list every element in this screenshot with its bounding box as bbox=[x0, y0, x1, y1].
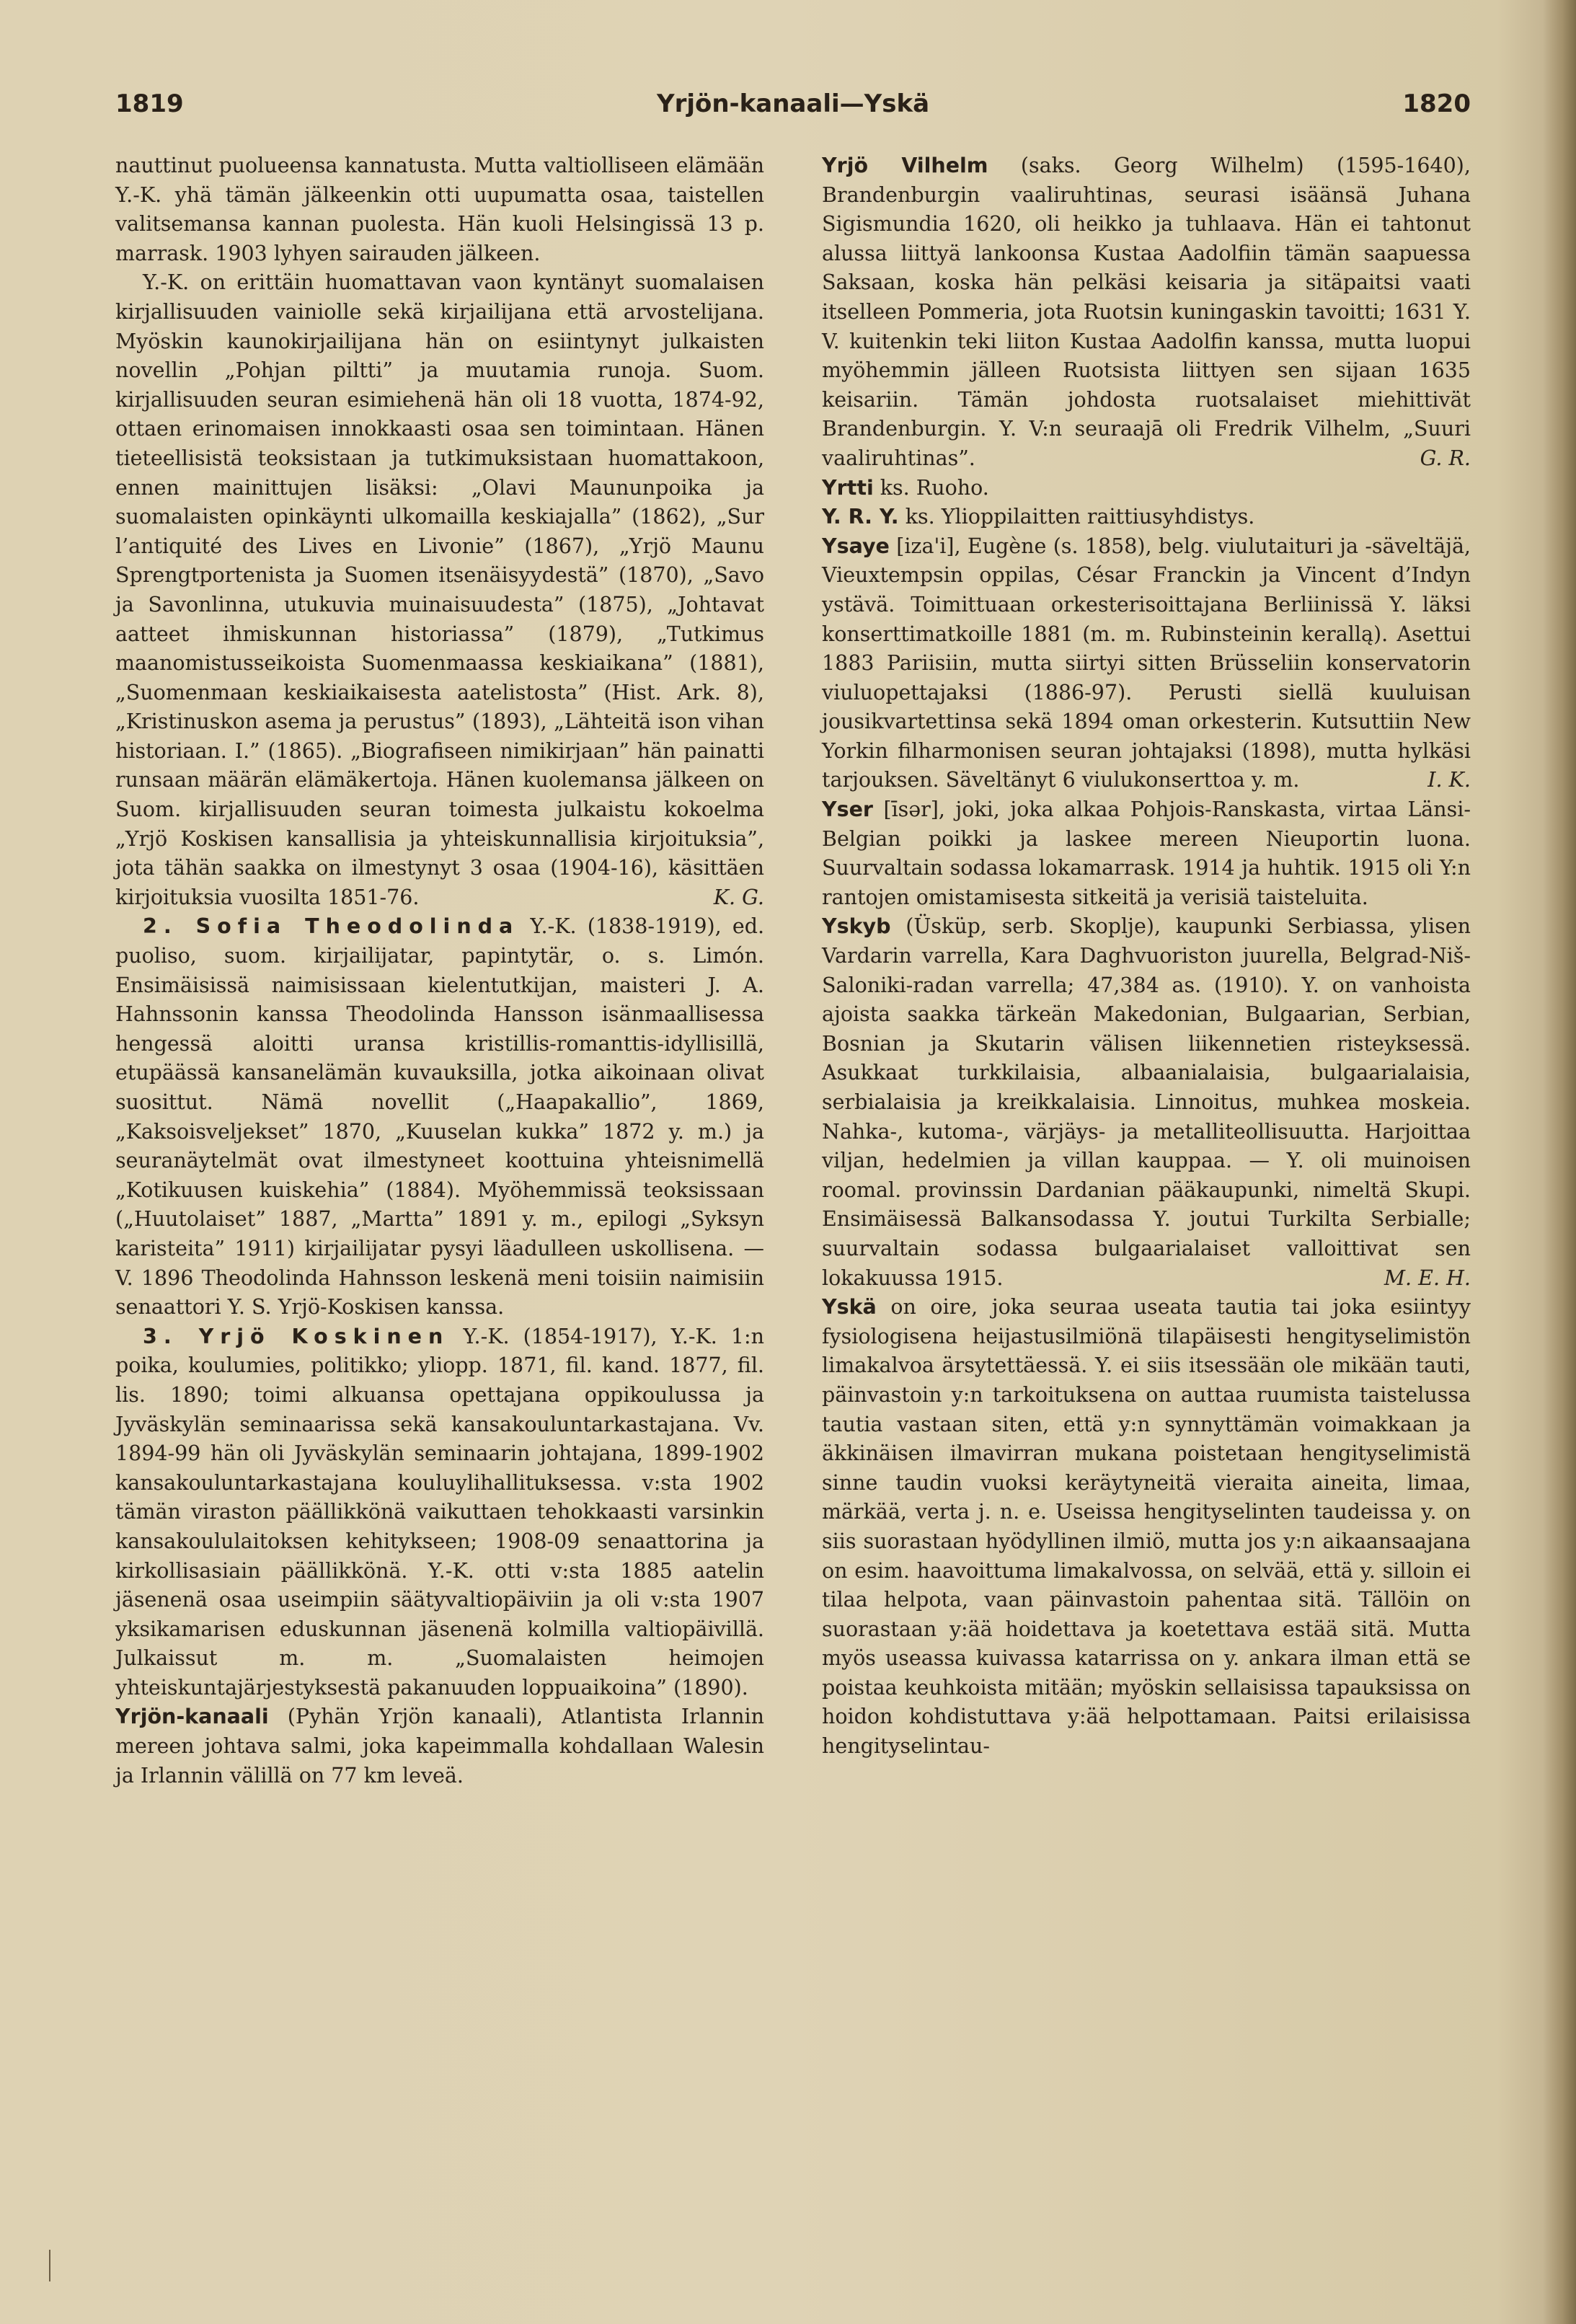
entry-headword: Ysaye bbox=[822, 534, 890, 558]
author-signature: I. K. bbox=[1427, 768, 1471, 792]
running-header bbox=[115, 89, 1471, 133]
entry-text: on oire, joka seuraa useata tautia tai joka esiintyy fysiologisena heijastusilmiönä tilapäisesti hengityselimistön limakalvoa ärsytettäessä. Y. ei siis itsessään ole mikään tauti, päinvastoin y:n tarkoituksena on auttaa ruumista taistelussa tautia vastaan siten, että y:n synnyttämän voimakkaan ja äkkinäisen ilmavirran mukana poistetaan hengityselimistä sinne taudin vuoksi keräytyneitä vieraita aineita, limaa, märkää, verta j. n. e. Useissa hengityselinten taudeissa y. on siis suorastaan hyödyllinen ilmiö, mutta jos y:n aikaansaajana on esim. haavoittuma limakalvossa, on selvää, että y. silloin ei tilaa helpota, vaan päinvastoin pahentaa sitä. Tällöin on suorastaan y:ää hoidettava ja koetettava estää sitä. Mutta myös useassa kuivassa katarrissa on y. ankara ilman että se poistaa keuhkoista mitään; myöskin sellaisissa tapauksissa on hoidon kohdistuttava y:ää helpottamaan. Paitsi erilaisissa hengityselintau- bbox=[822, 1295, 1471, 1759]
entry-text: ks. Ruoho. bbox=[873, 475, 989, 500]
entry-text: [iza'i], Eugène (s. 1858), belg. viulutaituri ja -säveltäjä, Vieuxtempsin oppilas, César Franckin ja Vincent d’Indyn ystävä. Toimittuaan orkesterisoittajana Berliinissä Y. läksi konserttimatkoille 1881 (m. m. Rubinsteinin kerallą). Asettui 1883 Pariisiin, mutta siirtyi sitten Brüsseliin konservatorin viuluopettajaksi (1886-97). Perusti siellä kuuluisan jousikvartettinsa sekä 1894 oman orkesterin. Kutsuttiin New Yorkin filharmonisen seuran johtajaksi (1898), mutta hylkäsi tarjouksen. Säveltänyt 6 viulukonserttoa y. m. bbox=[822, 534, 1471, 792]
article-paragraph bbox=[115, 912, 764, 1322]
entry-headword: Y. R. Y. bbox=[822, 505, 899, 529]
encyclopedia-entry bbox=[822, 503, 1471, 532]
page-number-left: 1819 bbox=[115, 89, 184, 118]
entry-text: (saks. Georg Wilhelm) (1595-1640), Brandenburgin vaaliruhtinas, seurasi isäänsä Juhana Sigismundia 1620, oli heikko ja tuhlaava. Hän ei tahtonut alussa liittyä lankoonsa Kustaa Aadolfiin tämän saapuessa Saksaan, koska hän pelkäsi keisaria ja sitäpaitsi vaati itselleen Pommeria, jota Ruotsin kuningaskin tavoitti; 1631 Y. V. kuitenkin teki liiton Kustaa Aadolfin kanssa, mutta luopui myöhemmin jälleen Ruotsista liittyen sen sijaan 1635 keisariin. Tämän johdosta ruotsalaiset miehittivät Brandenburgin. Y. V:n seuraajā oli Fredrik Vilhelm, „Suuri vaaliruhtinas”. bbox=[822, 154, 1471, 470]
entry-text: nauttinut puolueensa kannatusta. Mutta valtiolliseen elämään Y.-K. yhä tämän jälkeenkin otti uupumatta osaa, taistellen valitsemansa kannan puolesta. Hän kuoli Helsingissä 13 p. marrask. 1903 lyhyen sairauden jälkeen. bbox=[115, 154, 764, 265]
encyclopedia-entry bbox=[822, 912, 1471, 1293]
author-signature: G. R. bbox=[1420, 446, 1471, 470]
entry-text: Y.-K. on erittäin huomattavan vaon kyntänyt suomalaisen kirjallisuuden vainiolle sekä kirjailijana että arvostelijana. Myöskin kaunokirjailijana hän on esiintynyt julkaisten novellin „Pohjan piltti” ja muutamia runoja. Suom. kirjallisuuden seuran esimiehenä hän oli 18 vuotta, 1874-92, ottaen erinomaisen innokkaasti osaa sen toimintaan. Hänen tieteellisistä teoksistaan ja tutkimuksistaan huomattakoon, ennen mainittujen lisäksi: „Olavi Maununpoika ja suomalaisten opinkäynti ulkomailla keskiajalla” (1862), „Sur l’antiquité des Lives en Livonie” (1867), „Yrjö Maunu Sprengtportenista ja Suomen itsenäisyydestä” (1870), „Savo ja Savonlinna, utukuvia muinaisuudesta” (1875), „Johtavat aatteet ihmiskunnan historiassa” (1879), „Tutkimus maanomistusseikoista Suomenmaassa keskiaikana” (1881), „Suomenmaan keskiaikaisesta aatelistosta” (Hist. Ark. 8), „Kristinuskon asema ja perustus” (1893), „Lähteitä ison vihan historiaan. I.” (1865). „Biografiseen nimikirjaan” hän painatti runsaan määrän elämäkertoja. Hänen kuolemansa jälkeen on Suom. kirjallisuuden seuran toimesta julkaistu kokoelma „Yrjö Koskisen kansallisia ja yhteiskunnallisia kirjoituksia”, jota tähän saakka on ilmestynyt 3 osaa (1904-16), käsittäen kirjoituksia vuosilta 1851-76. bbox=[115, 270, 764, 909]
entry-text: Y.-K. (1854-1917), Y.-K. 1:n poika, koulumies, politikko; yliopp. 1871, fil. kand. 1877, fil. lis. 1890; toimi alkuansa opettajana oppikoulussa ja Jyväskylän seminaarissa sekä kansakouluntarkastajana. Vv. 1894-99 hän oli Jyväskylän seminaarin johtajana, 1899-1902 kansakouluntarkastajana kouluylihallituksessa. v:sta 1902 tämän viraston päällikkönä vaikuttaen tehokkaasti varsinkin kansakoululaitoksen kehitykseen; 1908-09 senaattorina ja kirkollisasiain päällikkönä. Y.-K. otti v:sta 1885 aatelin jäsenenä osaa useimpiin säätyvaltiopäiviin ja oli v:sta 1907 yksikamarisen eduskunnan jäsenenä kolmilla valtiopäivillä. Julkaissut m. m. „Suomalaisten heimojen yhteiskuntajärjestyksestä pakanuuden loppuaikoina” (1890). bbox=[115, 1324, 764, 1700]
entry-headword: Yskä bbox=[822, 1295, 877, 1320]
author-signature: M. E. H. bbox=[1384, 1265, 1471, 1290]
entry-text: (Pyhän Yrjön kanaali), Atlantista Irlannin mereen johtava salmi, joka kapeimmalla kohdallaan Walesin ja Irlannin välillä on 77 km leveä. bbox=[115, 1705, 764, 1788]
article-paragraph bbox=[115, 268, 764, 912]
encyclopedia-entry bbox=[115, 1702, 764, 1790]
encyclopedia-entry bbox=[822, 1293, 1471, 1762]
entry-headword: Yrjön-kanaali bbox=[115, 1705, 269, 1729]
author-signature: K. G. bbox=[713, 885, 764, 909]
entry-text: (Üsküp, serb. Skoplje), kaupunki Serbiassa, ylisen Vardarin varrella, Kara Daghvuoriston juurella, Belgrad-Niš-Saloniki-radan varrella; 47,384 as. (1910). Y. on vanhoista ajoista saakka tärkeän Makedonian, Bulgaarian, Serbian, Bosnian ja Skutarin välisen liikennetien risteyksessä. Asukkaat turkkilaisia, albaanialaisia, bulgaarialaisia, serbialaisia ja kreikkalaisia. Linnoitus, muhkea moskeia. Nahka-, kutoma-, värjäys- ja metalliteollisuutta. Harjoittaa viljan, hedelmien ja villan kauppaa. — Y. oli muinoisen roomal. provinssin Dardanian pääkaupunki, nimeltä Skupi. Ensimäisessä Balkansodassa Y. joutui Turkilta Serbialle; suurvaltain sodassa bulgaarialaiset valloittivat sen lokakuussa 1915. bbox=[822, 914, 1471, 1290]
entry-headword: 3. Yrjö Koskinen bbox=[143, 1324, 450, 1348]
running-title: Yrjön-kanaali—Yskä bbox=[656, 89, 930, 118]
encyclopedia-entry bbox=[822, 532, 1471, 795]
entry-headword: Yskyb bbox=[822, 914, 891, 939]
encyclopedia-entry bbox=[822, 474, 1471, 503]
encyclopedia-entry bbox=[822, 151, 1471, 474]
entry-text: Y.-K. (1838-1919), ed. puoliso, suom. kirjailijatar, papintytär, o. s. Limón. Ensimäisissä naimisissaan kielentutkijan, maisteri J. A. Hahnssonin kanssa Theodolinda Hansson isänmaallisessa hengessä aloitti uransa kristillis-romanttis-idyllisillä, etupäässä kansanelämän kuvauksilla, jotka aikoinaan olivat suosittut. Nämä novellit („Haapakallio”, 1869, „Kaksoisveljekset” 1870, „Kuuselan kukka” 1872 y. m.) ja seuranäytelmät ovat ilmestyneet koottuina yhteisnimellä „Kotikuusen kuiskehia” (1884). Myöhemmissä teoksissaan („Huutolaiset” 1887, „Martta” 1891 y. m., epilogi „Syksyn karisteita” 1911) kirjailijatar pysyi läadulleen uskollisena. — V. 1896 Theodolinda Hahnsson leskenä meni toisiin naimisiin senaattori Y. S. Yrjö-Koskisen kanssa. bbox=[115, 914, 764, 1320]
entry-headword: Yrtti bbox=[822, 475, 874, 500]
entry-headword: Yrjö Vilhelm bbox=[822, 154, 988, 177]
entry-text: ks. Ylioppilaitten raittiusyhdistys. bbox=[898, 505, 1255, 529]
entry-headword: Yser bbox=[822, 798, 873, 822]
left-column bbox=[115, 151, 764, 1790]
entry-headword: 2. Sofia Theodolinda bbox=[143, 914, 520, 939]
right-column bbox=[822, 151, 1471, 1762]
encyclopedia-entry bbox=[822, 795, 1471, 912]
margin-mark bbox=[49, 2250, 50, 2281]
page-spine-shadow bbox=[1543, 0, 1576, 2324]
entry-text: [īsər], joki, joka alkaa Pohjois-Ranskasta, virtaa Länsi-Belgian poikki ja laskee mereen Nieuportin luona. Suurvaltain sodassa lokamarrask. 1914 ja huhtik. 1915 oli Y:n rantojen omistamisesta sitkeitä ja verisiä taisteluita. bbox=[822, 798, 1471, 909]
page-number-right: 1820 bbox=[1402, 89, 1471, 118]
article-paragraph bbox=[115, 151, 764, 268]
article-paragraph bbox=[115, 1322, 764, 1703]
